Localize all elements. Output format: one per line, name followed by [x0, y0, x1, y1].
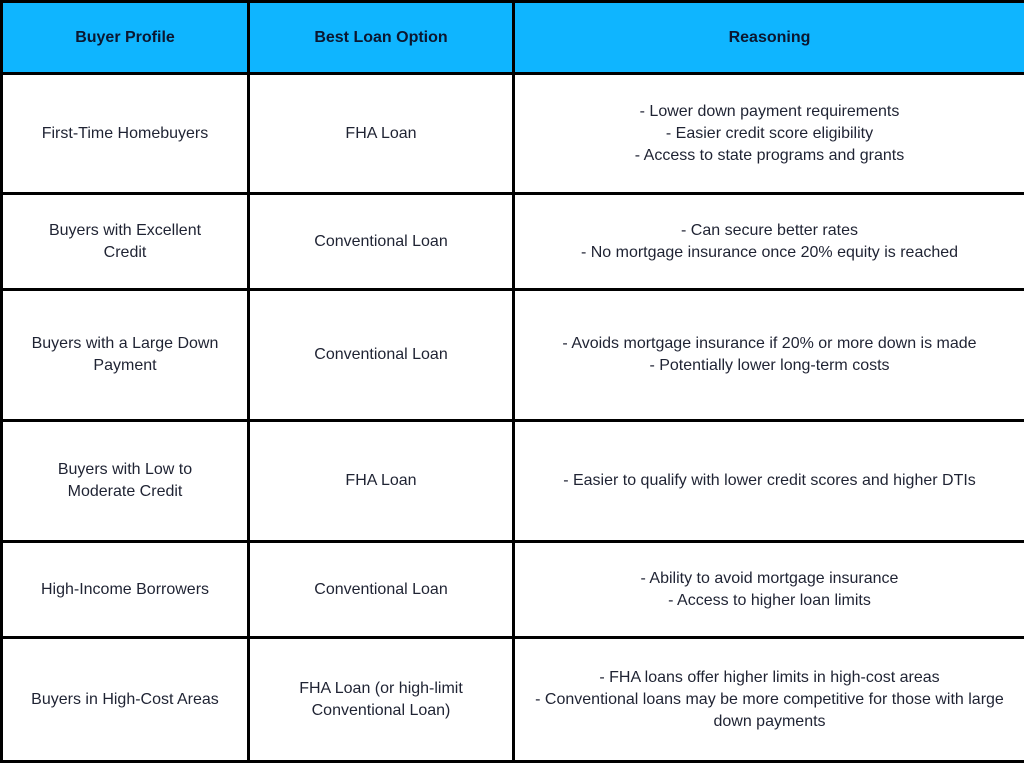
table-row [2, 74, 1024, 194]
table-row [2, 194, 1024, 290]
header-buyer-profile: Buyer Profile [2, 2, 249, 74]
reasoning-line: - Can secure better rates [681, 221, 858, 239]
reasoning-cell [514, 74, 1024, 194]
reasoning-line: - Easier credit score eligibility [665, 124, 874, 142]
header-reasoning: Reasoning [514, 2, 1024, 74]
buyer-profile-cell: Buyers with Low to Moderate Credit [2, 421, 249, 542]
buyer-profile-cell: First-Time Homebuyers [2, 74, 249, 194]
reasoning-line: - Easier to qualify with lower credit scores and higher DTIs [563, 472, 976, 489]
reasoning-line: - Avoids mortgage insurance if 20% or more down is made [562, 335, 977, 352]
reasoning-line: - Access to state programs and grants [634, 146, 905, 164]
reasoning-line: - No mortgage insurance once 20% equity is reached [580, 243, 959, 261]
reasoning-line: - Access to higher loan limits [668, 591, 871, 609]
reasoning-cell [514, 638, 1024, 762]
reasoning-line: - Ability to avoid mortgage insurance [640, 569, 899, 587]
loan-option-cell: Conventional Loan [249, 542, 514, 638]
header-row [2, 2, 1024, 74]
header-best-loan-option: Best Loan Option [249, 2, 514, 74]
loan-option-cell: FHA Loan (or high-limit Conventional Loan) [249, 638, 514, 762]
loan-option-cell: FHA Loan [249, 421, 514, 542]
reasoning-cell [514, 194, 1024, 290]
table-row [2, 290, 1024, 421]
table-row [2, 542, 1024, 638]
reasoning-line: - Lower down payment requirements [639, 102, 900, 120]
table-row [2, 421, 1024, 542]
loan-option-cell: Conventional Loan [249, 194, 514, 290]
buyer-profile-cell: Buyers in High-Cost Areas [2, 638, 249, 762]
buyer-profile-cell: Buyers with Excellent Credit [2, 194, 249, 290]
reasoning-cell [514, 290, 1024, 421]
reasoning-line: - FHA loans offer higher limits in high-cost areas [599, 668, 940, 686]
table-row [2, 638, 1024, 762]
reasoning-cell [514, 542, 1024, 638]
buyer-profile-cell: High-Income Borrowers [2, 542, 249, 638]
loan-option-cell: Conventional Loan [249, 290, 514, 421]
reasoning-cell [514, 421, 1024, 542]
reasoning-line: - Potentially lower long-term costs [649, 357, 890, 374]
buyer-profile-cell: Buyers with a Large Down Payment [2, 290, 249, 421]
loan-option-cell: FHA Loan [249, 74, 514, 194]
reasoning-line: - Conventional loans may be more competitive for those with large down payments [535, 690, 1004, 730]
